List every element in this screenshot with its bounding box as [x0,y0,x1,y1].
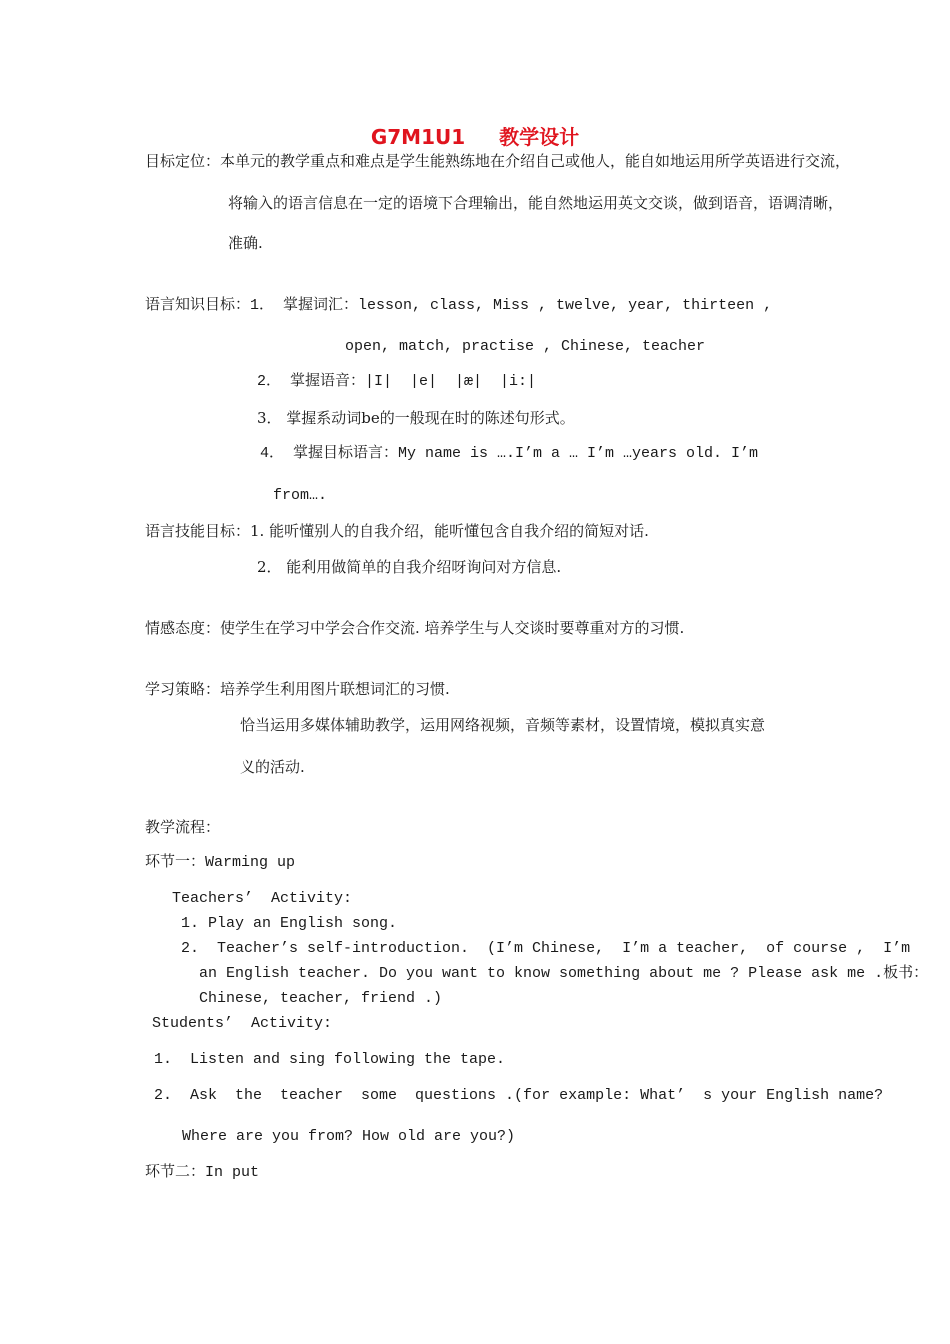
strategy-line-1: 学习策略：培养学生利用图片联想词汇的习惯. [145,680,450,698]
objective-line-3: 准确. [228,234,263,252]
knowledge-item-4-cont: from…. [273,487,328,504]
skills-label: 语言技能目标： [145,522,251,540]
objective-line-1: 目标定位：本单元的教学重点和难点是学生能熟练地在介绍自己或他人，能自如地运用所学英语进行交流， [145,152,851,170]
knowledge-item-2: 2． 掌握语音：|I| |e| |æ| |i:| [257,373,537,390]
step1-heading: 环节一：Warming up [145,854,296,871]
strategy-line-3: 义的活动. [240,758,305,776]
knowledge-item-4: 4． 掌握目标语言：My name is ….I’m a … I’m …years old. I’m [260,445,759,462]
knowledge-item-3: 3． 掌握系动词be的一般现在时的陈述句形式。 [257,409,575,427]
step2-heading: 环节二：In put [145,1164,260,1181]
teacher-step-2-line-3: Chinese, teacher, friend .) [199,990,443,1007]
objective-label: 目标定位： [145,152,221,170]
knowledge-label: 语言知识目标： [145,297,251,314]
knowledge-vocab-cont: open, match, practise , Chinese, teacher [345,338,706,355]
attitude-line: 情感态度：使学生在学习中学会合作交流. 培养学生与人交谈时要尊重对方的习惯. [145,619,685,637]
students-activity-label: Students’ Activity: [152,1015,333,1032]
strategy-label: 学习策略： [145,680,221,698]
process-label: 教学流程： [145,818,221,836]
student-step-1: 1. Listen and sing following the tape. [154,1051,506,1068]
student-step-2-line-2: Where are you from? How old are you?) [182,1128,516,1145]
teacher-step-2-line-1: 2. Teacher’s self-introduction. (I’m Chinese, I’m a teacher, of course , I’m [181,940,911,957]
title-code: G7M1U1 [370,125,466,149]
teacher-step-2-line-2: an English teacher. Do you want to know something about me ? Please ask me .板书： [199,965,929,982]
document-title [0,124,950,150]
skills-item-2: 2． 能利用做简单的自我介绍呀询问对方信息. [257,558,562,576]
title-text: 教学设计 [499,125,580,149]
objective-line-2: 将输入的语言信息在一定的语境下合理输出，能自然地运用英文交谈，做到语音，语调清晰， [228,194,844,212]
student-step-2-line-1: 2. Ask the teacher some questions .(for example: What’ s your English name? [154,1087,884,1104]
strategy-line-2: 恰当运用多媒体辅助教学，运用网络视频，音频等素材，设置情境，模拟真实意 [240,716,766,734]
knowledge-line-1: 语言知识目标：1． 掌握词汇：lesson, class, Miss , twelve, year, thirteen , [145,297,773,314]
teacher-step-1: 1. Play an English song. [181,915,398,932]
teachers-activity-label: Teachers’ Activity: [172,890,353,907]
skills-line-1: 语言技能目标：1. 能听懂别人的自我介绍，能听懂包含自我介绍的简短对话. [145,522,649,540]
attitude-label: 情感态度： [145,619,221,637]
